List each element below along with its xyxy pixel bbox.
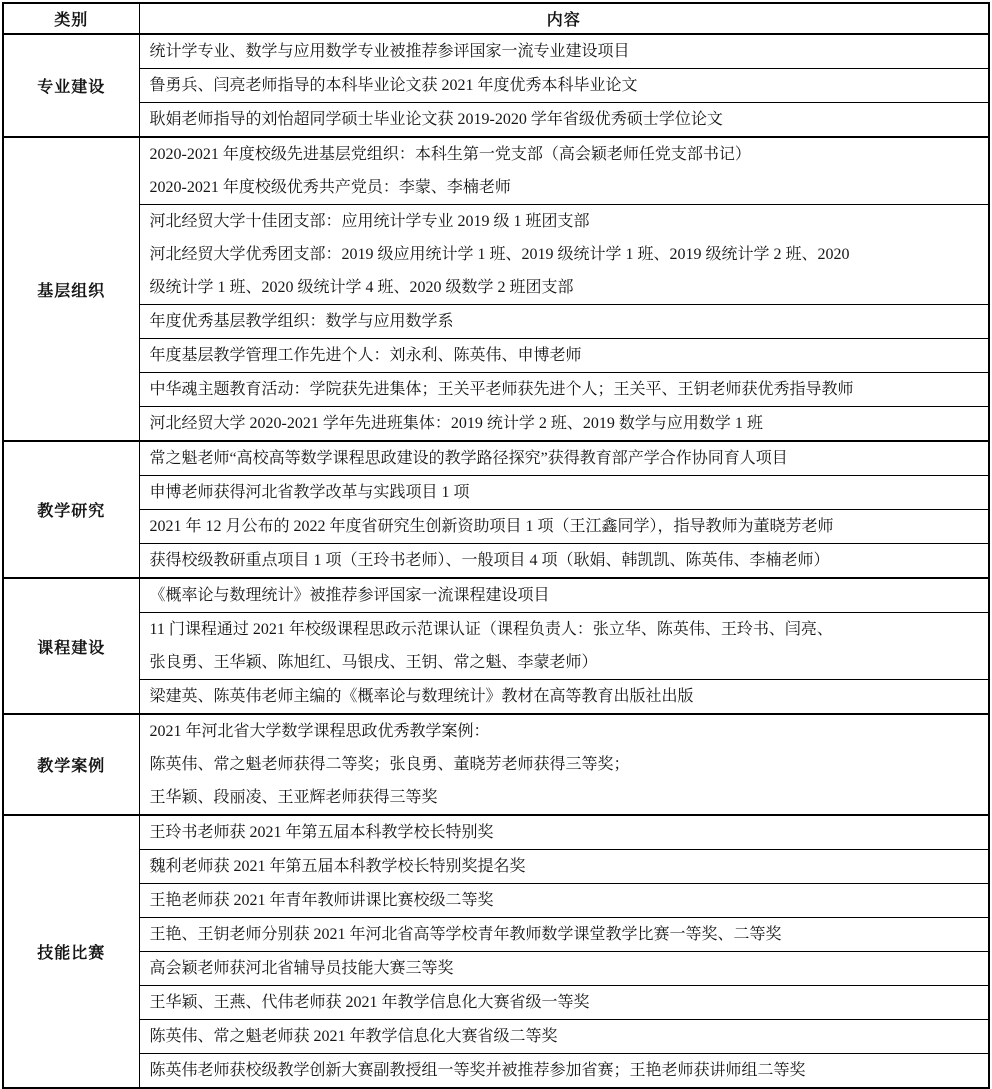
content-cell	[139, 918, 989, 952]
content-cell	[139, 815, 989, 850]
content-cell	[139, 850, 989, 884]
content-cell	[139, 884, 989, 918]
table-row	[3, 1054, 989, 1089]
content-line: 年度优秀基层教学组织：数学与应用数学系	[149, 313, 454, 330]
content-line: 王艳、王钥老师分别获 2021 年河北省高等学校青年教师数学课堂教学比赛一等奖、二等奖	[149, 926, 782, 943]
content-cell	[139, 441, 989, 476]
content-cell	[139, 714, 989, 815]
content-line: 2020-2021 年度校级先进基层党组织：本科生第一党支部（高会颖老师任党支部书记）	[149, 146, 751, 163]
table-row	[3, 613, 989, 680]
content-line: 梁建英、陈英伟老师主编的《概率论与数理统计》教材在高等教育出版社出版	[149, 688, 694, 705]
content-cell	[139, 544, 989, 579]
table-row	[3, 305, 989, 339]
content-line: 2020-2021 年度校级优秀共产党员：李蒙、李楠老师	[149, 179, 511, 196]
content-line: 张良勇、王华颖、陈旭红、马银戌、王钥、常之魁、李蒙老师）	[149, 654, 598, 671]
content-cell	[139, 476, 989, 510]
category-cell: 专业建设	[3, 34, 139, 137]
content-cell	[139, 103, 989, 138]
table-body	[3, 34, 989, 1088]
header-category: 类别	[3, 3, 139, 34]
category-cell: 基层组织	[3, 137, 139, 441]
header-content: 内容	[139, 3, 989, 34]
table-row	[3, 69, 989, 103]
table-row	[3, 952, 989, 986]
content-line: 中华魂主题教育活动：学院获先进集体；王关平老师获先进个人；王关平、王钥老师获优秀指导教师	[149, 381, 854, 398]
content-cell	[139, 34, 989, 69]
content-line: 王华颖、王燕、代伟老师获 2021 年教学信息化大赛省级一等奖	[149, 994, 590, 1011]
content-line: 高会颖老师获河北省辅导员技能大赛三等奖	[149, 960, 454, 977]
content-line: 获得校级教研重点项目 1 项（王玲书老师）、一般项目 4 项（耿娟、韩凯凯、陈英伟、李楠老师）	[149, 552, 830, 569]
content-cell	[139, 137, 989, 205]
content-line: 魏利老师获 2021 年第五届本科教学校长特别奖提名奖	[149, 858, 526, 875]
content-cell	[139, 69, 989, 103]
content-line: 年度基层教学管理工作先进个人：刘永利、陈英伟、申博老师	[149, 347, 582, 364]
category-cell: 课程建设	[3, 578, 139, 714]
header-row	[3, 3, 989, 34]
content-line: 常之魁老师“高校高等数学课程思政建设的教学路径探究”获得教育部产学合作协同育人项目	[149, 450, 788, 467]
content-cell	[139, 373, 989, 407]
table-row	[3, 510, 989, 544]
content-cell	[139, 339, 989, 373]
content-line: 2021 年河北省大学数学课程思政优秀教学案例：	[149, 723, 490, 740]
table-row	[3, 34, 989, 69]
content-line: 鲁勇兵、闫亮老师指导的本科毕业论文获 2021 年度优秀本科毕业论文	[149, 77, 638, 94]
table-row	[3, 815, 989, 850]
table-row	[3, 1020, 989, 1054]
content-line: 河北经贸大学 2020-2021 学年先进班集体：2019 统计学 2 班、2019 数学与应用数学 1 班	[149, 415, 763, 432]
content-line: 耿娟老师指导的刘怡超同学硕士毕业论文获 2019-2020 学年省级优秀硕士学位论文	[149, 111, 723, 128]
table-row	[3, 578, 989, 613]
table-row	[3, 137, 989, 205]
table-row	[3, 441, 989, 476]
content-line: 级统计学 1 班、2020 级统计学 4 班、2020 级数学 2 班团支部	[149, 279, 574, 296]
table-row	[3, 476, 989, 510]
table-row	[3, 918, 989, 952]
table-row	[3, 850, 989, 884]
content-cell	[139, 952, 989, 986]
category-cell: 教学研究	[3, 441, 139, 578]
content-line: 王玲书老师获 2021 年第五届本科教学校长特别奖	[149, 824, 494, 841]
table-header	[3, 3, 989, 34]
content-line: 河北经贸大学优秀团支部：2019 级应用统计学 1 班、2019 级统计学 1 班、2019 级统计学 2 班、2020	[149, 246, 850, 263]
awards-table	[2, 2, 990, 1089]
table-row	[3, 986, 989, 1020]
content-line: 陈英伟、常之魁老师获 2021 年教学信息化大赛省级二等奖	[149, 1028, 558, 1045]
content-line: 河北经贸大学十佳团支部：应用统计学专业 2019 级 1 班团支部	[149, 213, 590, 230]
table-row	[3, 339, 989, 373]
content-cell	[139, 1020, 989, 1054]
table-row	[3, 205, 989, 305]
content-line: 11 门课程通过 2021 年校级课程思政示范课认证（课程负责人：张立华、陈英伟、王玲书、闫亮、	[149, 621, 833, 638]
content-cell	[139, 680, 989, 715]
content-cell	[139, 613, 989, 680]
content-cell	[139, 510, 989, 544]
category-cell: 教学案例	[3, 714, 139, 815]
table-row	[3, 373, 989, 407]
category-cell: 技能比赛	[3, 815, 139, 1088]
content-line: 王艳老师获 2021 年青年教师讲课比赛校级二等奖	[149, 892, 494, 909]
table-row	[3, 103, 989, 138]
content-cell	[139, 578, 989, 613]
content-line: 《概率论与数理统计》被推荐参评国家一流课程建设项目	[149, 587, 550, 604]
content-cell	[139, 1054, 989, 1089]
content-line: 陈英伟老师获校级教学创新大赛副教授组一等奖并被推荐参加省赛；王艳老师获讲师组二等奖	[149, 1062, 806, 1079]
content-line: 陈英伟、常之魁老师获得二等奖；张良勇、董晓芳老师获得三等奖；	[149, 756, 630, 773]
content-line: 王华颖、段丽凌、王亚辉老师获得三等奖	[149, 789, 438, 806]
content-cell	[139, 986, 989, 1020]
content-line: 申博老师获得河北省教学改革与实践项目 1 项	[149, 484, 470, 501]
table-row	[3, 544, 989, 579]
content-cell	[139, 305, 989, 339]
content-line: 统计学专业、数学与应用数学专业被推荐参评国家一流专业建设项目	[149, 43, 630, 60]
table-row	[3, 714, 989, 815]
content-cell	[139, 407, 989, 442]
table-row	[3, 884, 989, 918]
table-row	[3, 680, 989, 715]
content-cell	[139, 205, 989, 305]
content-line: 2021 年 12 月公布的 2022 年度省研究生创新资助项目 1 项（王江鑫同学），指导教师为董晓芳老师	[149, 518, 834, 535]
table-row	[3, 407, 989, 442]
